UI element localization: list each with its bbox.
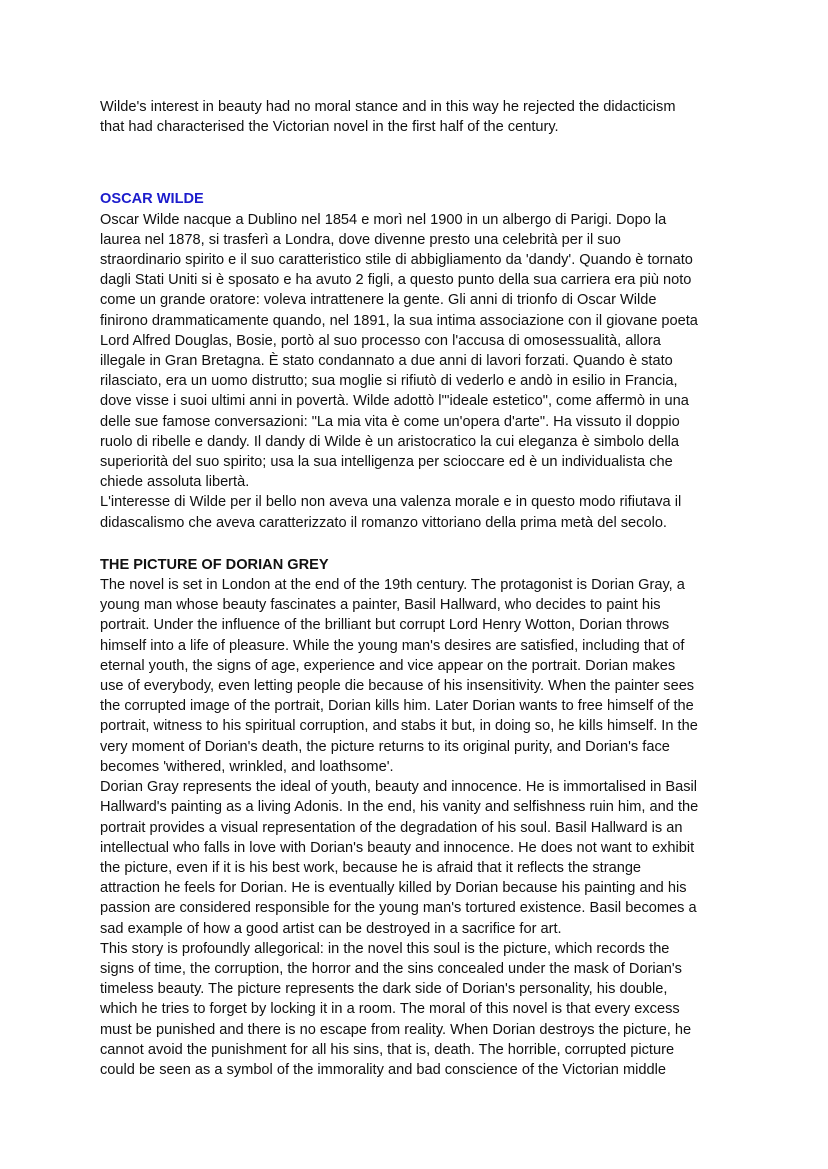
text-line: The novel is set in London at the end of the 19th century. The protagonist is Dorian Gray, a bbox=[100, 577, 685, 594]
text-line: signs of time, the corruption, the horror and the sins concealed under the mask of Dorian's bbox=[100, 960, 682, 977]
text-line: must be punished and there is no escape from reality. When Dorian destroys the picture, he bbox=[100, 1021, 692, 1038]
text-line: sad example of how a good artist can be destroyed in a sacrifice for art. bbox=[100, 920, 562, 937]
text-line: ruolo di ribelle e dandy. Il dandy di Wilde è un aristocratico la cui eleganza è simbolo della bbox=[100, 433, 679, 450]
text-line: himself into a life of pleasure. While the young man's desires are satisfied, including that of bbox=[100, 637, 685, 654]
text-line: Wilde's interest in beauty had no moral stance and in this way he rejected the didacticism bbox=[100, 99, 676, 115]
text-line: chiede assoluta libertà. bbox=[100, 474, 250, 491]
text-line: portrait provides a visual representation of the degradation of his soul. Basil Hallward is an bbox=[100, 819, 683, 836]
text-line: Lord Alfred Douglas, Bosie, portò al suo processo con l'accusa di omosessualità, allora bbox=[100, 332, 661, 349]
text-line: delle sue famose conversazioni: "La mia vita è come un'opera d'arte". Ha vissuto il doppio bbox=[100, 413, 680, 430]
text-line: Oscar Wilde nacque a Dublino nel 1854 e morì nel 1900 in un albergo di Parigi. Dopo la bbox=[100, 211, 667, 228]
text-line: eternal youth, the signs of age, experience and vice appear on the portrait. Dorian makes bbox=[100, 657, 676, 674]
dorian-paragraph-1 bbox=[100, 575, 732, 777]
text-line: the picture, even if it is his best work, because he is afraid that it reflects the strange bbox=[100, 859, 642, 876]
text-line: finirono drammaticamente quando, nel 1891, la sua intima associazione con il giovane poeta bbox=[100, 312, 698, 329]
text-line: timeless beauty. The picture represents the dark side of Dorian's personality, his double, bbox=[100, 981, 668, 998]
text-line: young man whose beauty fascinates a painter, Basil Hallward, who decides to paint his bbox=[100, 597, 661, 614]
oscar-wilde-paragraph-2 bbox=[100, 492, 732, 532]
text-line: passion are considered responsible for the young man's tortured existence. Basil becomes a bbox=[100, 900, 697, 917]
document-page bbox=[100, 97, 732, 1080]
text-line: portrait. Under the influence of the brilliant but corrupt Lord Henry Wotton, Dorian throws bbox=[100, 617, 670, 634]
intro-paragraph bbox=[100, 97, 732, 137]
text-line: intellectual who falls in love with Dorian's beauty and innocence. He does not want to exhibit bbox=[100, 839, 695, 856]
text-line: This story is profoundly allegorical: in the novel this soul is the picture, which records the bbox=[100, 940, 670, 957]
dorian-paragraph-3 bbox=[100, 939, 732, 1080]
text-line: could be seen as a symbol of the immorality and bad conscience of the Victorian middle bbox=[100, 1061, 666, 1078]
text-line: very moment of Dorian's death, the picture returns to its original purity, and Dorian's face bbox=[100, 738, 670, 755]
text-line: dove visse i suoi ultimi anni in povertà. Wilde adottò l'"ideale estetico", come affermò in una bbox=[100, 393, 689, 410]
text-line: portrait, witness to his spiritual corruption, and stabs it but, in doing so, he kills himself. In the bbox=[100, 718, 698, 735]
text-line: cannot avoid the punishment for all his sins, that is, death. The horrible, corrupted picture bbox=[100, 1041, 675, 1058]
text-line: superiorità del suo spirito; usa la sua intelligenza per scioccare ed è un individualista che bbox=[100, 454, 673, 471]
text-line: didascalismo che aveva caratterizzato il romanzo vittoriano della prima metà del secolo. bbox=[100, 514, 667, 531]
dorian-paragraph-2 bbox=[100, 777, 732, 939]
text-line: rilasciato, era un uomo distrutto; sua moglie si rifiutò di vederlo e andò in esilio in Francia, bbox=[100, 373, 678, 390]
text-line: L'interesse di Wilde per il bello non aveva una valenza morale e in questo modo rifiutava il bbox=[100, 494, 682, 511]
text-line: laurea nel 1878, si trasferì a Londra, dove divenne presto una celebrità per il suo bbox=[100, 231, 621, 248]
text-line: becomes 'withered, wrinkled, and loathsome'. bbox=[100, 758, 394, 775]
text-line: that had characterised the Victorian novel in the first half of the century. bbox=[100, 119, 559, 136]
oscar-wilde-paragraph-1 bbox=[100, 210, 732, 493]
text-line: attraction he feels for Dorian. He is eventually killed by Dorian because his painting and his bbox=[100, 880, 687, 897]
text-line: straordinario spirito e il suo caratteristico stile di abbigliamento da 'dandy'. Quando è tornato bbox=[100, 252, 693, 269]
text-line: illegale in Gran Bretagna. È stato condannato a due anni di lavori forzati. Quando è stato bbox=[100, 353, 673, 370]
text-line: Hallward's painting as a living Adonis. In the end, his vanity and selfishness ruin him, and the bbox=[100, 799, 699, 816]
text-line: use of everybody, even letting people die because of his insensitivity. When the painter sees bbox=[100, 678, 695, 695]
text-line: which he tries to forget by locking it in a room. The moral of this novel is that every excess bbox=[100, 1001, 680, 1018]
text-line: dagli Stati Uniti si è sposato e ha avuto 2 figli, a questo punto della sua carriera era più noto bbox=[100, 272, 692, 289]
text-line: the corrupted image of the portrait, Dorian kills him. Later Dorian wants to free himself of the bbox=[100, 698, 694, 715]
oscar-wilde-heading: OSCAR WILDE bbox=[100, 191, 204, 208]
dorian-gray-heading: THE PICTURE OF DORIAN GREY bbox=[100, 556, 329, 573]
text-line: Dorian Gray represents the ideal of youth, beauty and innocence. He is immortalised in Basil bbox=[100, 779, 698, 796]
text-line: come un grande oratore: voleva intrattenere la gente. Gli anni di trionfo di Oscar Wilde bbox=[100, 292, 657, 309]
